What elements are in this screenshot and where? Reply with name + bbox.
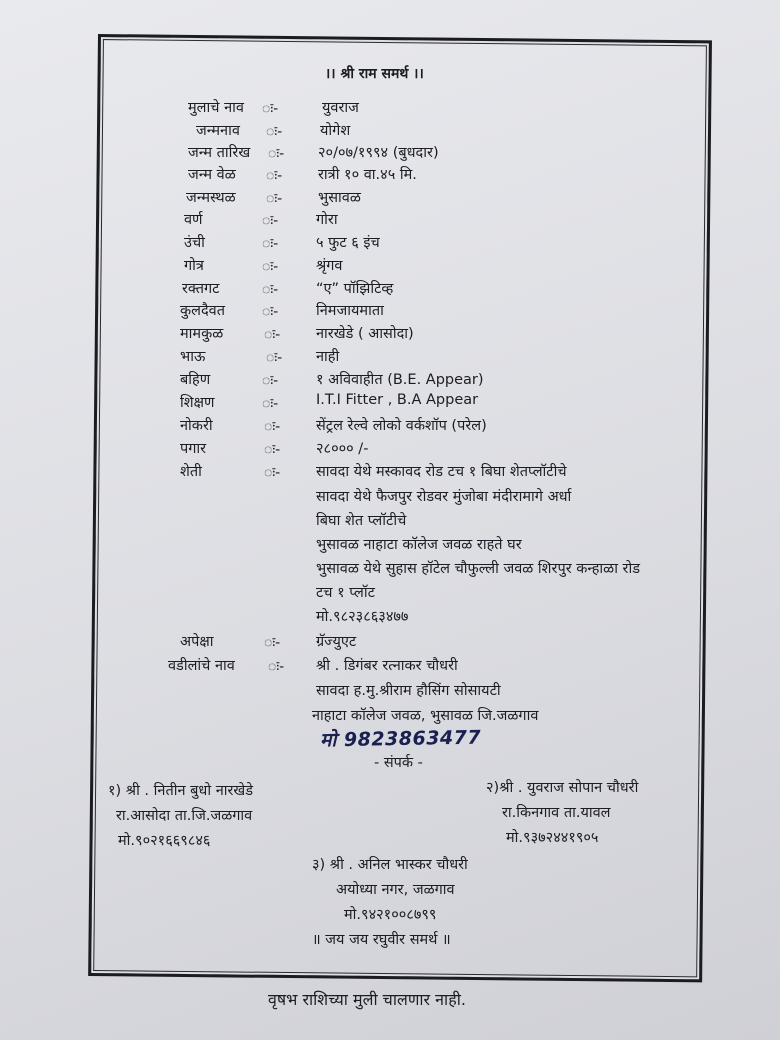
field-separator: ः- <box>262 304 279 320</box>
field-separator: ः- <box>264 327 281 343</box>
apeksha-label: अपेक्षा <box>180 634 214 650</box>
field-value: नाही <box>316 349 340 365</box>
field-separator: ः- <box>262 213 279 229</box>
contact-line: मो.९४२१००८७९९ <box>344 907 437 923</box>
field-label: शिक्षण <box>180 395 215 411</box>
field-value: भुसावळ <box>318 190 361 206</box>
field-value: I.T.I Fitter , B.A Appear <box>316 392 479 408</box>
sheti-line: भुसावळ येथे सुहास हॉटेल चौफुल्ली जवळ शिरपुर कन्हाळा रोड <box>316 561 641 577</box>
field-separator: ः- <box>268 659 285 675</box>
field-value: ५ फुट ६ इंच <box>316 235 380 251</box>
field-separator: ः- <box>264 419 281 435</box>
contact-line: ३) श्री . अनिल भास्कर चौधरी <box>312 857 468 873</box>
contact-line: मो.९०२१६६९८४६ <box>118 833 211 849</box>
field-value: १ अविवाहीत (B.E. Appear) <box>316 372 484 388</box>
father-name: श्री . डिगंबर रत्नाकर चौधरी <box>316 658 458 674</box>
field-separator: ः- <box>262 236 279 252</box>
field-separator: ः- <box>266 124 283 140</box>
field-label: नोकरी <box>180 418 213 434</box>
field-value: २०/०७/१९९४ (बुधदार) <box>318 145 439 161</box>
contact-line: २)श्री . युवराज सोपान चौधरी <box>486 780 639 796</box>
field-value: गोरा <box>316 212 338 228</box>
field-value: योगेश <box>320 123 351 139</box>
field-label: जन्मनाव <box>196 123 240 139</box>
sheti-line: टच १ प्लॉट <box>316 585 375 601</box>
handwritten-phone: मो 9823863477 <box>319 726 482 752</box>
sheti-line: मो.९८२३८६३४७७ <box>316 609 409 625</box>
field-label: कुलदैवत <box>180 303 225 319</box>
father-label: वडीलांचे नाव <box>168 658 235 674</box>
father-address-line: नाहाटा कॉलेज जवळ, भुसावळ जि.जळगाव <box>312 708 539 724</box>
field-separator: ः- <box>266 168 283 184</box>
field-separator: ः- <box>262 373 279 389</box>
contact-line: अयोध्या नगर, जळगाव <box>336 882 455 898</box>
field-separator: ः- <box>264 442 281 458</box>
field-separator: ः- <box>262 396 279 412</box>
field-label: मामकुळ <box>180 326 224 342</box>
field-label: पगार <box>180 441 207 457</box>
field-value: “ए” पॉझिटिव्ह <box>316 281 394 297</box>
field-label: जन्मस्थळ <box>186 190 236 206</box>
field-label: बहिण <box>180 372 211 388</box>
field-label: जन्म तारिख <box>188 145 251 161</box>
contact-line: रा.आसोदा ता.जि.जळगाव <box>116 808 253 824</box>
sheti-line: भुसावळ नाहाटा कॉलेज जवळ राहते घर <box>316 537 522 553</box>
field-separator: ः- <box>268 146 285 162</box>
contact-line: मो.९३७२४४१९०५ <box>506 830 599 846</box>
father-address-line: सावदा ह.मु.श्रीराम हौसिंग सोसायटी <box>316 683 501 699</box>
field-label: जन्म वेळ <box>188 167 236 183</box>
field-value: युवराज <box>322 100 359 116</box>
field-value: नारखेडे ( आसोदा) <box>316 326 414 342</box>
field-label: मुलाचे नाव <box>188 100 244 116</box>
contact-line: १) श्री . नितीन बुधो नारखेडे <box>108 783 254 799</box>
sheti-line: बिघा शेत प्लॉटीचे <box>316 513 407 529</box>
field-separator: ः- <box>266 191 283 207</box>
field-label: वर्ण <box>184 212 203 228</box>
field-value: रात्री १० वा.४५ मि. <box>318 167 417 183</box>
field-value: सेंट्रल रेल्वे लोको वर्कशॉप (परेल) <box>316 418 487 434</box>
field-separator: ः- <box>262 282 279 298</box>
field-separator: ः- <box>262 259 279 275</box>
field-separator: ः- <box>264 465 281 481</box>
contact-line: रा.किनगाव ता.यावल <box>502 805 611 821</box>
field-separator: ः- <box>266 350 283 366</box>
field-value: श्रृंगव <box>316 258 343 274</box>
footer-note: वृषभ राशिच्या मुली चालणार नाही. <box>268 990 466 1009</box>
field-value: २८००० /- <box>316 441 369 457</box>
contact-heading: - संपर्क - <box>374 755 423 771</box>
sheti-line: सावदा येथे फैजपुर रोडवर मुंजोबा मंदीरामागे अर्धा <box>316 489 572 505</box>
field-label: उंची <box>184 235 205 251</box>
field-value: सावदा येथे मस्कावद रोड टच १ बिघा शेतप्लॉटीचे <box>316 464 567 480</box>
field-separator: ः- <box>264 635 281 651</box>
field-label: गोत्र <box>184 258 204 274</box>
closing-blessing: ॥ जय जय रघुवीर समर्थ ॥ <box>312 932 451 948</box>
apeksha-value: ग्रॅज्युएट <box>316 634 357 650</box>
header-title: ।। श्री राम समर्थ ।। <box>325 66 424 82</box>
field-label: शेती <box>180 464 202 480</box>
field-separator: ः- <box>262 101 279 117</box>
field-label: भाऊ <box>180 349 206 365</box>
field-label: रक्तगट <box>182 281 220 297</box>
field-value: निमजायमाता <box>316 303 384 319</box>
